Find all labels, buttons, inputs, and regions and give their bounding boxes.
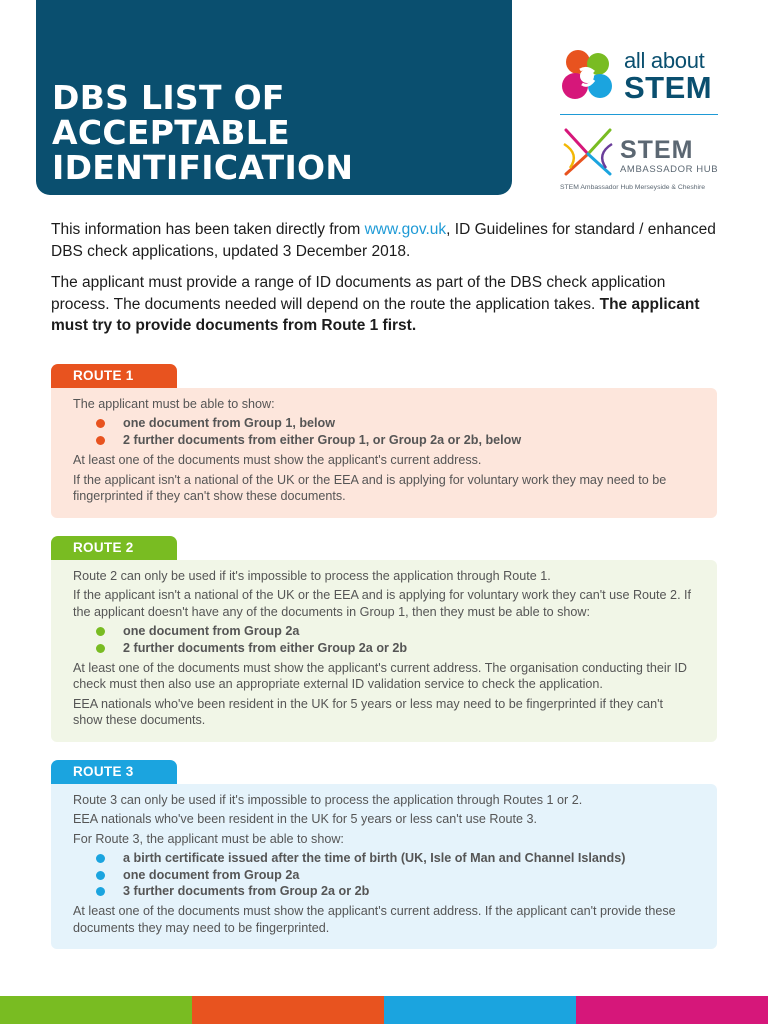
route-text: At least one of the documents must show the applicant's current address.: [73, 453, 482, 468]
route-text: Route 2 can only be used if it's impossible to process the application through Route 1.: [73, 569, 551, 583]
route-text: EEA nationals who've been resident in the UK for 5 years or less can't use Route 3.: [73, 812, 538, 827]
route-text: If the applicant isn't a national of the UK or the EEA and is applying for voluntary work they can't use Route 2. If the applicant doesn't have any of the documents in Group 1, then they must be able to show:: [73, 588, 692, 619]
intro-paragraph: [51, 272, 721, 337]
footer-color-bar: [0, 996, 768, 1024]
title-line: ACCEPTABLE: [52, 113, 290, 152]
logo-text-small: all about: [624, 48, 705, 73]
route-text: EEA nationals who've been resident in the UK for 5 years or less may need to be fingerprinted if they can't show these documents.: [73, 696, 664, 728]
footer-segment-pink: [576, 996, 768, 1024]
logo-caption: STEM Ambassador Hub Merseyside & Cheshire: [560, 184, 706, 191]
logo-text-big: STEM: [620, 136, 694, 164]
route-2-panel: [51, 560, 717, 742]
list-item: one document from Group 2a: [73, 623, 695, 639]
route-3-tab: ROUTE 3: [51, 760, 177, 784]
intro-text: The applicant must provide a range of ID documents as part of the DBS check application process. The documents needed will depend on the route the application takes.: [51, 274, 666, 313]
route-1-list: [73, 415, 695, 448]
list-item: 2 further documents from either Group 1, or Group 2a or 2b, below: [73, 432, 695, 448]
route-3-list: [73, 850, 695, 899]
list-item: 2 further documents from either Group 2a or 2b: [73, 640, 695, 656]
logo-area: [558, 40, 720, 200]
route-text: The applicant must be able to show:: [73, 397, 275, 411]
gov-uk-link[interactable]: www.gov.uk: [364, 221, 447, 238]
route-text: For Route 3, the applicant must be able to show:: [73, 831, 344, 846]
route-2-tab: ROUTE 2: [51, 536, 177, 560]
logo-text-small: AMBASSADOR HUB: [620, 164, 719, 175]
all-about-stem-logo-icon: [558, 48, 614, 104]
intro-emphasis: The applicant must try to provide documents from Route 1 first.: [51, 295, 700, 334]
footer-segment-blue: [384, 996, 576, 1024]
route-2-list: [73, 623, 695, 656]
stem-ambassador-wordmark: [620, 138, 718, 175]
list-item: one document from Group 2a: [73, 867, 695, 883]
logo-text-big: STEM: [624, 70, 713, 105]
intro-paragraph: [51, 219, 721, 262]
intro-text: This information has been taken directly from: [51, 221, 365, 238]
route-text: Route 3 can only be used if it's impossible to process the application through Routes 1 or 2.: [73, 793, 583, 807]
route-1-panel: [51, 388, 717, 518]
stem-ambassador-logo-icon: [560, 124, 616, 180]
logo-divider: [560, 114, 718, 115]
route-text: At least one of the documents must show the applicant's current address. The organisation conducting their ID check must then also use an appropriate external ID validation service to check the application.: [73, 661, 688, 692]
title-line: IDENTIFICATION: [52, 148, 354, 187]
intro-section: [51, 219, 721, 347]
all-about-stem-wordmark: [624, 50, 712, 103]
list-item: 3 further documents from Group 2a or 2b: [73, 883, 695, 899]
route-1-tab: ROUTE 1: [51, 364, 177, 388]
intro-text: , ID Guidelines for standard / enhanced DBS check applications, updated 3 December 2018.: [51, 221, 716, 260]
title-line: DBS LIST OF: [52, 78, 285, 117]
list-item: one document from Group 1, below: [73, 415, 695, 431]
route-3-panel: [51, 784, 717, 949]
route-text: At least one of the documents must show the applicant's current address. If the applicant can't provide these documents they may need to be fingerprinted.: [73, 904, 676, 935]
title-banner: [36, 0, 512, 195]
route-text: If the applicant isn't a national of the UK or the EEA and is applying for voluntary work they may need to be fingerprinted if they can't show these documents.: [73, 472, 667, 504]
footer-segment-green: [0, 996, 192, 1024]
page-title: [52, 80, 353, 185]
list-item: a birth certificate issued after the time of birth (UK, Isle of Man and Channel Islands): [73, 850, 695, 866]
footer-segment-orange: [192, 996, 384, 1024]
